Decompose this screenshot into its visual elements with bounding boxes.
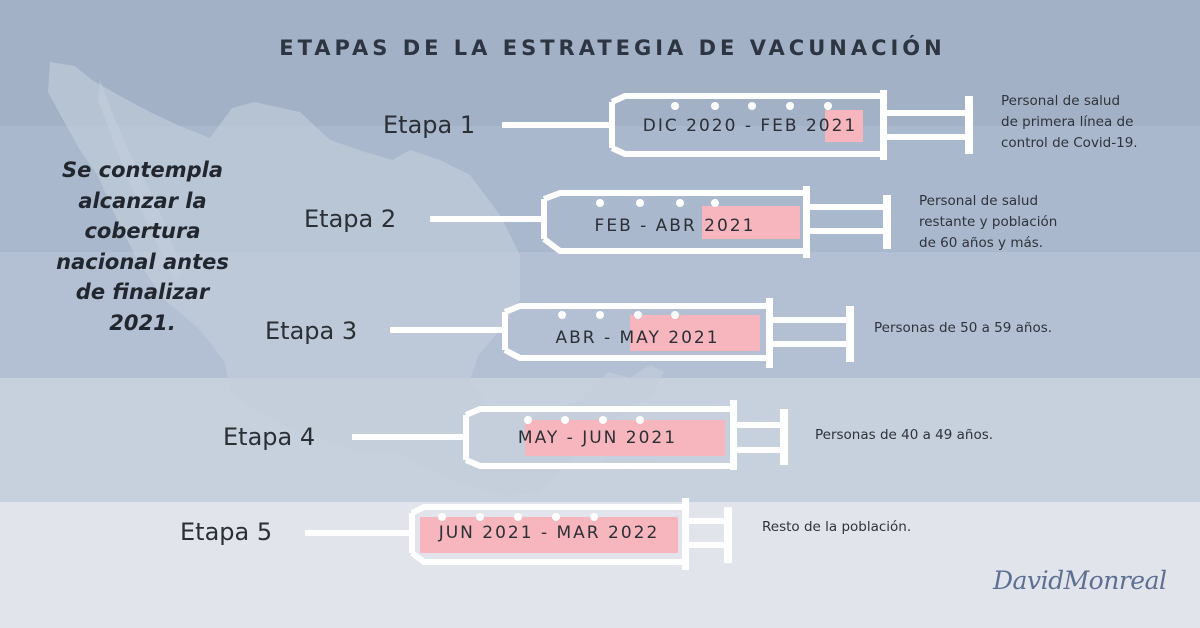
description-line: control de Covid-19. xyxy=(1001,135,1138,151)
stage-description xyxy=(874,318,1052,339)
stage-label: Etapa 2 xyxy=(304,205,397,233)
note-line: 2021. xyxy=(109,310,176,335)
page-title: ETAPAS DE LA ESTRATEGIA DE VACUNACIÓN xyxy=(279,36,946,60)
description-line: Personas de 50 a 59 años. xyxy=(874,320,1053,336)
description-line: Personas de 40 a 49 años. xyxy=(815,427,994,443)
stage-label: Etapa 4 xyxy=(223,423,316,451)
stage-description xyxy=(815,425,993,446)
description-line: de primera línea de xyxy=(1001,114,1134,130)
stage-label: Etapa 1 xyxy=(383,111,476,139)
stage-date-range: FEB - ABR 2021 xyxy=(594,216,756,236)
stage-label: Etapa 3 xyxy=(265,317,358,345)
stage-date-range: MAY - JUN 2021 xyxy=(517,428,678,448)
stage-date-range: DIC 2020 - FEB 2021 xyxy=(642,116,858,136)
signature-logo: DavidMonreal xyxy=(993,566,1167,595)
note-line: Se contempla xyxy=(61,158,224,182)
note-line: nacional antes xyxy=(56,249,229,274)
stage-description xyxy=(1001,91,1138,154)
description-line: Resto de la población. xyxy=(762,519,912,535)
stage-date-range: JUN 2021 - MAR 2022 xyxy=(438,523,660,543)
stage-date-range: ABR - MAY 2021 xyxy=(555,328,720,348)
description-line: de 60 años y más. xyxy=(919,235,1044,251)
stage-description xyxy=(762,517,911,538)
description-line: Personal de salud xyxy=(1001,93,1121,109)
note-line: alcanzar la xyxy=(78,188,207,213)
description-line: restante y población xyxy=(919,214,1058,230)
note-line: de finalizar xyxy=(75,280,210,304)
stage-description xyxy=(919,191,1057,254)
note-line: cobertura xyxy=(84,219,201,243)
stage-label: Etapa 5 xyxy=(180,518,273,546)
description-line: Personal de salud xyxy=(919,193,1039,209)
